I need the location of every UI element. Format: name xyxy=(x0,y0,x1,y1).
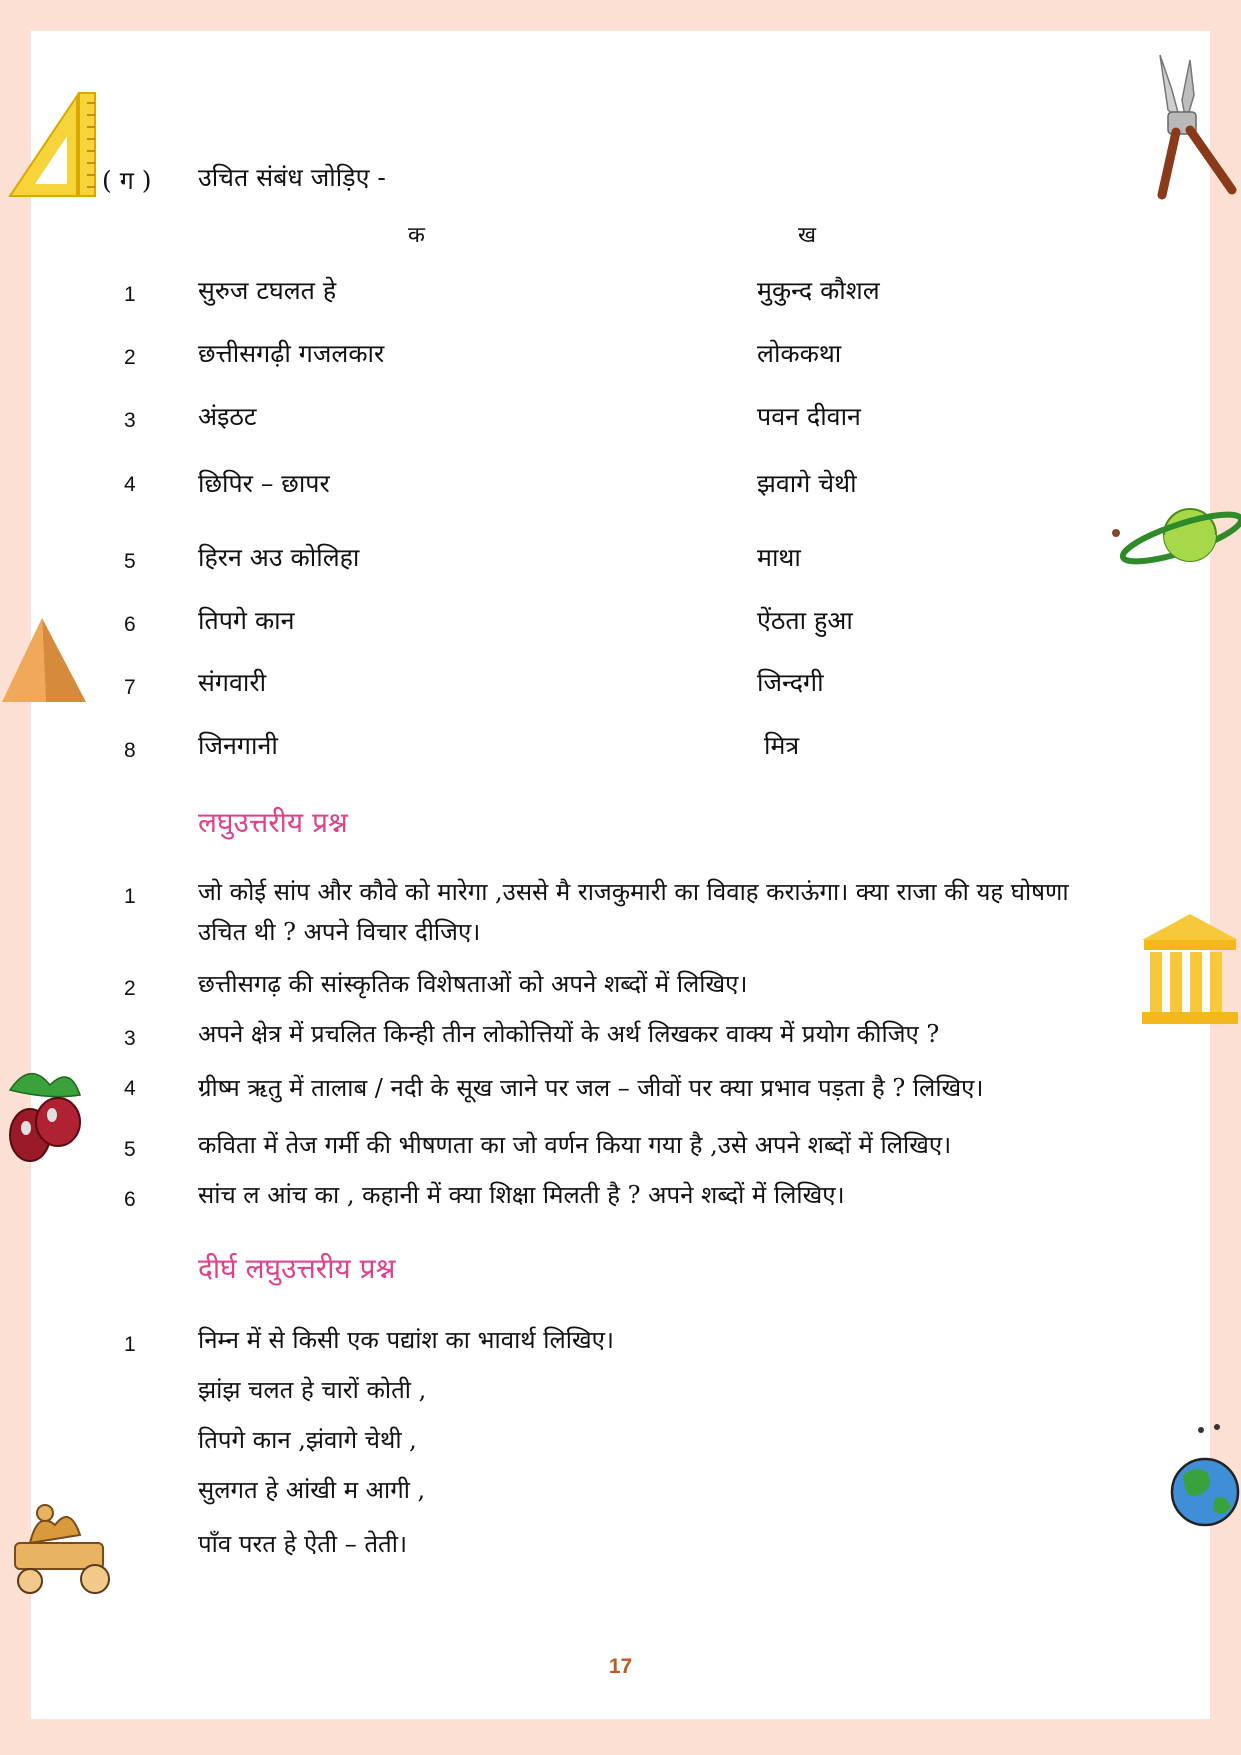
match-item-b: ऐंठता हुआ xyxy=(757,606,853,635)
long-answer-heading: दीर्घ लघुउत्तरीय प्रश्न xyxy=(198,1252,396,1285)
question-text: सांच ल आंच का , कहानी में क्या शिक्षा मिलती है ? अपने शब्दों में लिखिए। xyxy=(198,1181,845,1209)
match-row-number: 8 xyxy=(124,739,136,762)
question-text: छत्तीसगढ़ की सांस्कृतिक विशेषताओं को अपने शब्दों में लिखिए। xyxy=(198,970,748,998)
match-item-a: जिनगानी xyxy=(198,731,278,760)
short-answer-heading: लघुउत्तरीय प्रश्न xyxy=(198,806,348,839)
match-row-number: 3 xyxy=(124,409,136,432)
match-item-a: सुरुज टघलत हे xyxy=(198,276,337,305)
column-b-header: ख xyxy=(798,223,816,248)
match-item-b: माथा xyxy=(757,543,801,572)
match-item-b: मुकुन्द कौशल xyxy=(757,276,880,305)
match-item-a: संगवारी xyxy=(198,668,267,697)
pliers-icon xyxy=(1150,50,1240,200)
match-item-b: पवन दीवान xyxy=(757,402,861,431)
match-item-a: छिपिर – छापर xyxy=(198,469,330,498)
match-row-number: 5 xyxy=(124,550,136,573)
question-number: 6 xyxy=(124,1188,136,1211)
match-item-b: मित्र xyxy=(764,731,800,760)
question-number: 4 xyxy=(124,1077,136,1100)
match-item-b: झवागे चेथी xyxy=(757,469,857,498)
beans-icon xyxy=(0,1060,90,1170)
temple-icon xyxy=(1140,912,1240,1027)
match-item-b: जिन्दगी xyxy=(757,668,824,697)
pyramid-icon xyxy=(0,615,88,705)
question-text: जो कोई सांप और कौवे को मारेगा ,उससे मै राजकुमारी का विवाह कराऊंगा। क्या राजा की यह घोषणा xyxy=(198,878,1069,906)
question-text-continued: उचित थी ? अपने विचार दीजिए। xyxy=(198,918,481,946)
question-number: 1 xyxy=(124,1333,136,1356)
match-item-a: तिपगे कान xyxy=(198,606,295,635)
question-number: 5 xyxy=(124,1138,136,1161)
saturn-icon xyxy=(1110,500,1240,570)
question-text: निम्न में से किसी एक पद्यांश का भावार्थ लिखिए। xyxy=(198,1326,614,1354)
question-number: 2 xyxy=(124,977,136,1000)
match-item-a: हिरन अउ कोलिहा xyxy=(198,543,360,572)
section-label: ( ग ) xyxy=(102,166,152,195)
question-number: 1 xyxy=(124,885,136,908)
match-row-number: 6 xyxy=(124,613,136,636)
match-item-a: छत्तीसगढ़ी गजलकार xyxy=(198,339,385,368)
globe-icon xyxy=(1165,1420,1240,1530)
column-a-header: क xyxy=(408,223,425,248)
verse-line: पाँव परत हे ऐती – तेती। xyxy=(198,1530,408,1558)
page-number: 17 xyxy=(608,1655,633,1678)
question-number: 3 xyxy=(124,1027,136,1050)
match-row-number: 2 xyxy=(124,346,136,369)
match-row-number: 7 xyxy=(124,676,136,699)
match-item-b: लोककथा xyxy=(757,339,842,368)
verse-line: सुलगत हे आंखी म आगी , xyxy=(198,1476,426,1504)
match-instruction: उचित संबंध जोड़िए - xyxy=(198,163,386,192)
question-text: ग्रीष्म ऋतु में तालाब / नदी के सूख जाने पर जल – जीवों पर क्या प्रभाव पड़ता है ? लिखिए। xyxy=(198,1074,984,1102)
match-row-number: 4 xyxy=(124,473,136,496)
match-row-number: 1 xyxy=(124,283,136,306)
verse-line: झांझ चलत हे चारों कोती , xyxy=(198,1376,427,1404)
cart-icon xyxy=(0,1495,125,1595)
question-text: अपने क्षेत्र में प्रचलित किन्ही तीन लोकोत्तियों के अर्थ लिखकर वाक्य में प्रयोग कीजिए ? xyxy=(198,1020,940,1048)
verse-line: तिपगे कान ,झंवागे चेथी , xyxy=(198,1426,417,1454)
question-text: कविता में तेज गर्मी की भीषणता का जो वर्णन किया गया है ,उसे अपने शब्दों में लिखिए। xyxy=(198,1131,952,1159)
match-item-a: अंइठट xyxy=(198,402,257,431)
set-square-icon xyxy=(5,88,100,200)
